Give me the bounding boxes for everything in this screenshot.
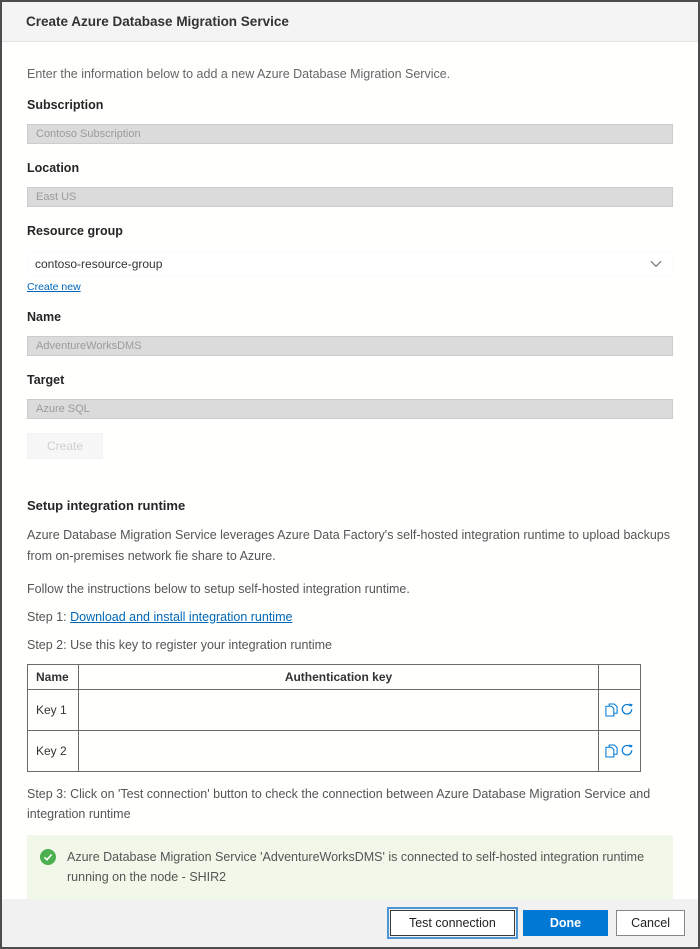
intro-text: Enter the information below to add a new Azure Database Migration Service. <box>27 67 451 81</box>
status-message: Azure Database Migration Service 'AdventureWorksDMS' is connected to self-hosted integration runtime running on the node - SHIR2 <box>67 849 645 885</box>
step1-line <box>27 610 673 624</box>
table-header-row <box>28 664 641 689</box>
name-input <box>27 336 673 356</box>
setup-instructions: Follow the instructions below to setup self-hosted integration runtime. <box>27 581 410 596</box>
dialog-titlebar <box>2 2 698 42</box>
dialog-footer <box>2 899 698 947</box>
target-label: Target <box>27 373 65 387</box>
test-connection-button[interactable]: Test connection <box>390 910 515 936</box>
auth-key-table <box>27 664 641 772</box>
table-row <box>28 730 641 771</box>
subscription-input <box>27 124 673 144</box>
name-column-header: Name <box>28 664 79 689</box>
name-label: Name <box>27 310 62 324</box>
dialog-title: Create Azure Database Migration Service <box>26 14 289 29</box>
resource-group-select[interactable] <box>27 251 673 277</box>
download-runtime-link[interactable]: Download and install integration runtime <box>70 609 293 624</box>
key1-name-cell: Key 1 <box>28 689 79 730</box>
key2-actions-cell <box>599 730 641 771</box>
auth-key-column-header: Authentication key <box>79 664 599 689</box>
refresh-icon[interactable] <box>619 743 635 759</box>
connection-status-banner <box>27 835 673 899</box>
subscription-label: Subscription <box>27 98 104 112</box>
create-button: Create <box>27 433 103 459</box>
actions-column-header <box>599 664 641 689</box>
cancel-button[interactable]: Cancel <box>616 910 685 936</box>
done-button[interactable]: Done <box>523 910 608 936</box>
chevron-down-icon <box>650 257 662 271</box>
location-label: Location <box>27 161 80 175</box>
key1-actions-cell <box>599 689 641 730</box>
step1-prefix: Step 1: <box>27 609 71 624</box>
create-new-link[interactable]: Create new <box>27 281 81 293</box>
step2-line: Step 2: Use this key to register your integration runtime <box>27 637 333 652</box>
copy-icon[interactable] <box>604 743 619 759</box>
resource-group-value: contoso-resource-group <box>35 257 163 271</box>
target-input <box>27 399 673 419</box>
key2-value-cell <box>79 730 599 771</box>
resource-group-label: Resource group <box>27 224 123 238</box>
success-check-icon <box>40 849 56 865</box>
setup-description: Azure Database Migration Service leverages Azure Data Factory's self-hosted integration runtime to upload backups from on-premises network fie share to Azure. <box>27 528 670 564</box>
key2-name-cell: Key 2 <box>28 730 79 771</box>
step3-line: Step 3: Click on 'Test connection' button to check the connection between Azure Database Migration Service and integration runtime <box>27 786 651 822</box>
location-input <box>27 187 673 207</box>
refresh-icon[interactable] <box>619 702 635 718</box>
key1-value-cell <box>79 689 599 730</box>
table-row <box>28 689 641 730</box>
copy-icon[interactable] <box>604 702 619 718</box>
setup-heading: Setup integration runtime <box>27 498 186 513</box>
dialog-content <box>2 42 698 899</box>
